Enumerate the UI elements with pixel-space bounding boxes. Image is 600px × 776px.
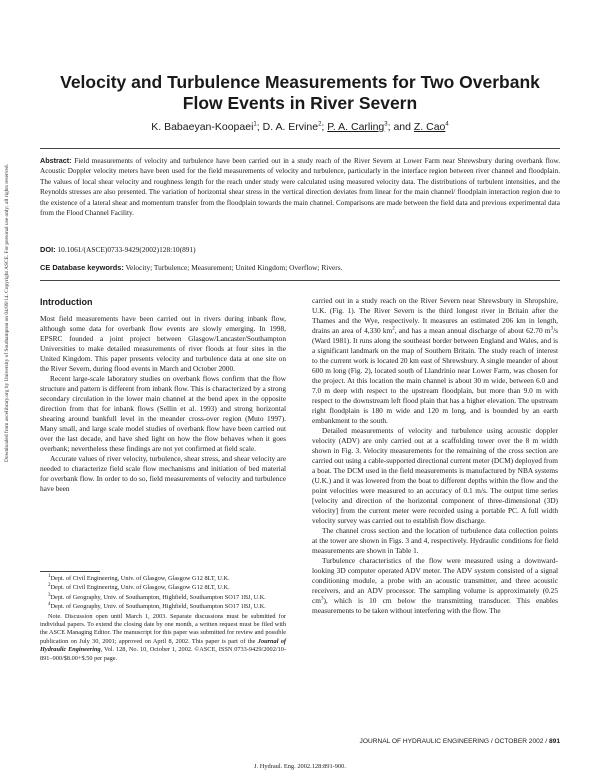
abstract-text: Field measurements of velocity and turbulence have been carried out in a study reach of the River Severn at Lower Farm near Shrewsbury during overbank flow. Acoustic Doppler velocity meters have been used for the field measurements of velocity and turbulence, particularly in the interface region between river channel and floodplain. The values of local shear velocity and roughness length for the reach under study were calculated using measured velocity data. The distributions of turbulent intensities, and the Reynolds stresses are also presented. The variation of horizontal shear stress in the vertical direction deviates from linear for the main channel/ floodplain interaction region due to the existence of a lateral shear and momentum transfer from the floodplain towards the main channel. Comparisons are made between the field data and previous experimental data from the Flood Channel Facility. [40, 157, 561, 218]
author-list [40, 121, 560, 133]
author-name[interactable]: D. A. Ervine [262, 121, 319, 133]
footnote-mark: 3 [48, 592, 51, 598]
paper-title: Velocity and Turbulence Measurements for Two Overbank Flow Events in River Severn [60, 72, 540, 113]
author-name-link[interactable]: P. A. Carling [327, 121, 385, 133]
running-footer [312, 738, 560, 745]
doi-value[interactable]: 10.1061/(ASCE)0733-9429(2002)128:10(891) [57, 245, 196, 254]
author-name-link[interactable]: Z. Cao [413, 121, 446, 133]
doi-line [40, 245, 560, 255]
footnote-mark: 1 [48, 573, 51, 579]
body-text: , and has a mean annual discharge of about 62.70 m [394, 326, 551, 335]
author-affiliation-mark: 2 [318, 121, 322, 128]
body-text: carried out in a study reach on the River Severn near Shrewsbury in Shropshire, U.K. (Fig. 1). The River Severn is the third longest river in Britain after the Thames and the Wye, respectively. It measures an estimated 206 km in length, drains an area of 4,330 km [312, 296, 558, 335]
doi-label: DOI: [40, 245, 56, 254]
body-text: Turbulence characteristics of the flow were measured using a downward-looking 3D computer operated ADV meter. The ADV system consisted of a signal conditioning module, a probe with an acoustic transmitter, and three acoustic receivers, and an ADV processor. The sampling volume is approximately (0.25 cm [312, 556, 558, 605]
superscript: 2 [392, 326, 395, 332]
right-column [312, 296, 558, 616]
download-notice: Downloaded from ascelibrary.org by University of Southampton on 04/09/14. Copyright ASCE. For personal use only; all rights reserved. [4, 164, 10, 462]
body-text: /s (Ward 1981). It runs along the southeast border between England and Wales, and is a significant landmark on the map of Southern Britain. The study reach of interest to the current work is located 20 km east of Shrewsbury. A single meander of about 600 m long (Fig. 2), located south of Llandrinio near Lower Farm, was chosen for the project. At this location the main channel is about 30 m wide, between 6.0 and 7.0 m deep with respect to the upstream floodplain, but more than 9.0 m with respect to the downstream left flood plain that has a higher elevation. The upstream right floodplain is 180 m wide and 120 m long, and is bounded by an earth embankment to the south. [312, 326, 558, 425]
body-paragraph: Accurate values of river velocity, turbulence, shear stress, and shear velocity are needed to characterize field scale flow mechanisms and initiation of bed material for overbank flow. In order to do so, field measurements of velocity and turbulence have been [40, 454, 286, 493]
page-number: 891 [548, 738, 560, 745]
body-paragraph [312, 556, 558, 616]
body-paragraph: Recent large-scale laboratory studies on overbank flows confirm that the flow structure and pattern is different from inbank flow. This is characterized by a strong secondary circulation in the lower main channel at the bend apex in the opposite direction from that for inbank flows (Sellin et al. 1993) and strong horizontal shearing around bankfull level in the meander cross-over region (Muto 1997). Many small, and large scale model studies of overbank flow have been carried out over the last decade, and have shed light on how the flow behaves when it goes overbank; nevertheless these findings are not yet confirmed at field scale. [40, 374, 286, 453]
author-separator: ; and [387, 121, 414, 133]
section-heading-introduction: Introduction [40, 297, 93, 307]
footnote-divider [40, 571, 100, 572]
author-affiliation-mark: 3 [384, 121, 388, 128]
footnote-text: Dept. of Civil Engineering, Univ. of Glasgow, Glasgow G12 8LT, U.K. [50, 584, 230, 592]
journal-name: Journal of Hydraulic Engineering [40, 637, 286, 654]
body-paragraph: Most field measurements have been carried out in rivers during inbank flow, although some data for overbank flow events are slowly emerging. In 1998, EPSRC founded a joint project between Glasgow/Lancaster/Southampton Universities to make detailed measurements of river floods at four sites in the United Kingdom. This paper presents velocity and turbulence data at one site on the River Severn, during flood events in March and October 2000. [40, 314, 286, 373]
footnote-text: Dept. of Geography, Univ. of Southampton, Highfield, Southampton SO17 1BJ, U.K. [50, 603, 266, 611]
abstract-label: Abstract: [40, 156, 72, 165]
footnote [40, 575, 286, 583]
keywords-line [40, 263, 560, 273]
footnote-text: Dept. of Civil Engineering, Univ. of Glasgow, Glasgow G12 8LT, U.K. [50, 575, 230, 582]
body-text: ), which is 10 cm below the transmitting transducer. This enables measurements to be taken without interfering with the flow. The [312, 596, 558, 615]
author-name[interactable]: K. Babaeyan-Koopaei [151, 121, 254, 133]
left-column [40, 296, 286, 494]
note-text: Note. Discussion open until March 1, 2003. Separate discussions must be submitted for individual papers. To extend the closing date by one month, a written request must be filed with the ASCE Managing Editor. The manuscript for this paper was submitted for review and possible publication on July 30, 2001; approved on April 8, 2002. This paper is part of the [40, 612, 286, 645]
superscript: 3 [320, 596, 324, 602]
author-affiliation-mark: 4 [445, 121, 449, 128]
note-text: , Vol. 128, No. 10, October 1, 2002. ©ASCE, ISSN 0733-9429/2002/10-891–900/$8.00+$.50 per page. [40, 646, 286, 662]
keywords-value: Velocity; Turbulence; Measurement; United Kingdom; Overflow; Rivers. [125, 263, 343, 272]
running-footer-journal: JOURNAL OF HYDRAULIC ENGINEERING / OCTOBER 2002 / [359, 738, 549, 745]
footnote [40, 603, 286, 611]
body-paragraph: Detailed measurements of velocity and turbulence using acoustic doppler velocity (ADV) are only carried out at a scaffolding tower over the 8 m width shown in Fig. 3. Velocity measurements for the remaining of the cross section are carried out using a cable-supported directional current meter (DCM) deployed from a boat. The DCM used in the field measurements is manufactured by NBA systems (U.K.) and it was lowered from the boat to different depths within the flow and the point velocities were measured to an accuracy of 0.1 m/s. The output time series [velocity and direction of the horizontal component of three-dimensional (3D) velocity] from the current meter were recorded using a portable PC. A full width velocity survey was carried out to establish flow discharge. [312, 426, 558, 525]
header-divider [40, 148, 560, 149]
footnote [40, 584, 286, 592]
author-affiliation-mark: 1 [253, 121, 257, 128]
footnote-mark: 2 [48, 583, 51, 589]
abstract-divider [40, 280, 560, 281]
body-paragraph: The channel cross section and the location of turbulence data collection points at the tower are shown in Figs. 3 and 4, respectively. Hydraulic conditions for field measurements are shown in Table 1. [312, 526, 558, 555]
superscript: 3 [550, 326, 554, 332]
author-separator: ; [321, 121, 328, 133]
editorial-note [40, 613, 286, 663]
abstract [40, 156, 560, 218]
author-separator: ; [256, 121, 263, 133]
body-paragraph [312, 296, 558, 426]
footnote-text: Dept. of Geography, Univ. of Southampton, Highfield, Southampton SO17 1BJ, U.K. [50, 593, 266, 601]
footnote [40, 594, 286, 602]
citation-footer: J. Hydraul. Eng. 2002.128:891-900. [254, 763, 346, 770]
keywords-label: CE Database keywords: [40, 263, 124, 272]
footnotes [40, 571, 286, 664]
footnote-mark: 4 [48, 602, 51, 608]
